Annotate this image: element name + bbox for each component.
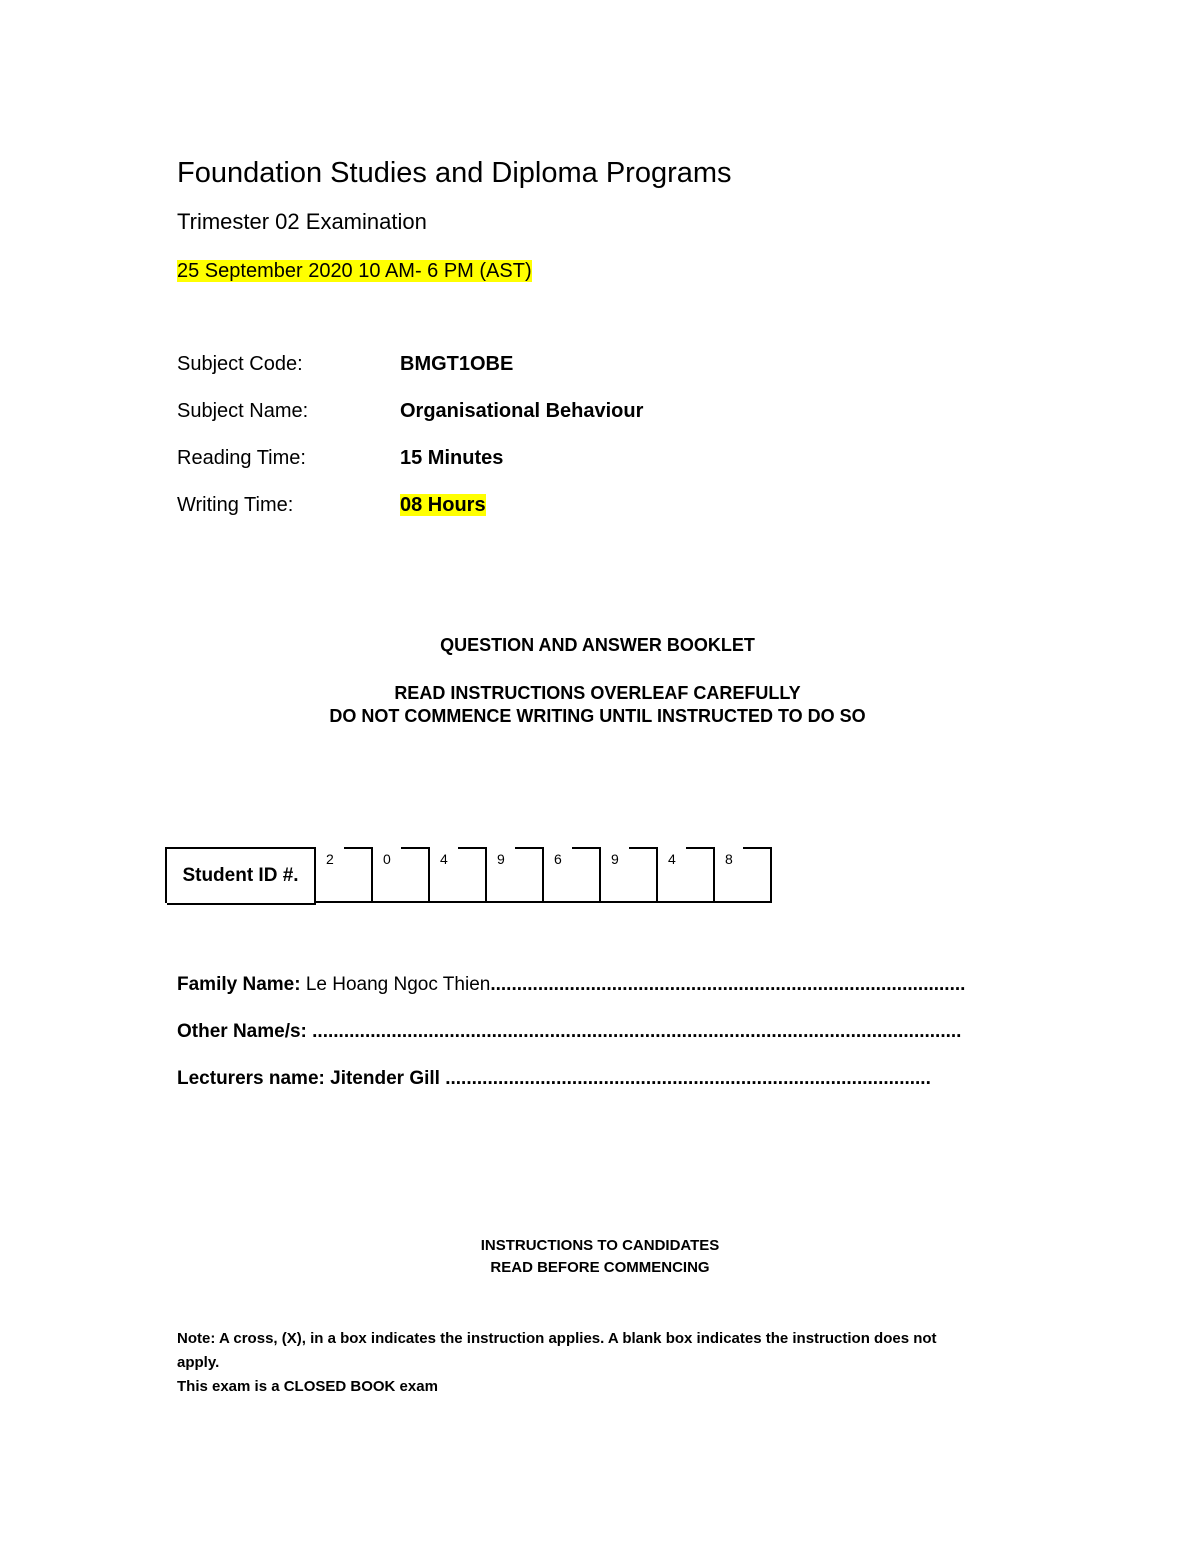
writing-time-text: 08 Hours <box>400 494 486 516</box>
student-id-label: Student ID #. <box>167 847 316 905</box>
other-names-line[interactable] <box>177 1019 1077 1045</box>
exam-subtitle: Trimester 02 Examination <box>177 209 427 234</box>
student-id-digit-box[interactable] <box>658 847 715 903</box>
student-id-table <box>165 847 772 903</box>
lecturer-name-value: Jitender Gill <box>330 1068 440 1089</box>
student-id-digit: 8 <box>725 851 733 867</box>
writing-time-label: Writing Time: <box>177 494 294 516</box>
exam-date-text: 25 September 2020 10 AM- 6 PM (AST) <box>177 260 532 282</box>
student-id-digit: 2 <box>326 851 334 867</box>
exam-date <box>177 258 532 284</box>
student-id-digit-box[interactable] <box>715 847 772 903</box>
do-not-commence-line: DO NOT COMMENCE WRITING UNTIL INSTRUCTED TO DO SO <box>329 706 866 726</box>
student-id-digit-box[interactable] <box>544 847 601 903</box>
lecturer-name-line[interactable] <box>177 1066 1077 1092</box>
instructions-heading: INSTRUCTIONS TO CANDIDATES <box>480 1237 720 1254</box>
family-name-value: Le Hoang Ngoc Thien <box>305 974 491 995</box>
student-id-digit: 4 <box>668 851 676 867</box>
subject-name-value: Organisational Behaviour <box>400 400 644 422</box>
family-name-dots: .......................................................................................... <box>490 974 966 995</box>
student-id-digit: 4 <box>440 851 448 867</box>
student-id-digit: 9 <box>497 851 505 867</box>
family-name-line[interactable] <box>177 972 1077 998</box>
reading-time-value: 15 Minutes <box>400 447 504 469</box>
page-title: Foundation Studies and Diploma Programs <box>177 157 732 189</box>
subject-code-label: Subject Code: <box>177 353 303 375</box>
instruction-note: Note: A cross, (X), in a box indicates the instruction applies. A blank box indicates the instruction does not <box>177 1330 937 1347</box>
student-id-digit: 6 <box>554 851 562 867</box>
subject-code-value: BMGT1OBE <box>400 353 514 375</box>
family-name-label: Family Name: <box>177 974 301 995</box>
student-id-digit: 0 <box>383 851 391 867</box>
student-id-digit-box[interactable] <box>487 847 544 903</box>
student-id-digit-box[interactable] <box>316 847 373 903</box>
student-id-digit: 9 <box>611 851 619 867</box>
subject-name-label: Subject Name: <box>177 400 309 422</box>
lecturer-name-dots: ............................................................................................ <box>445 1068 931 1089</box>
student-id-digit-box[interactable] <box>601 847 658 903</box>
reading-time-label: Reading Time: <box>177 447 306 469</box>
writing-time-value <box>400 492 486 518</box>
other-names-dots: ........................................................................................................................... <box>312 1021 962 1042</box>
closed-book-note: This exam is a CLOSED BOOK exam <box>177 1378 438 1395</box>
lecturer-name-label: Lecturers name: <box>177 1068 325 1089</box>
booklet-heading: QUESTION AND ANSWER BOOKLET <box>440 635 755 655</box>
other-names-label: Other Name/s: <box>177 1021 307 1042</box>
read-before-heading: READ BEFORE COMMENCING <box>490 1259 710 1276</box>
instruction-note-continued: apply. <box>177 1354 220 1371</box>
read-instructions-line: READ INSTRUCTIONS OVERLEAF CAREFULLY <box>394 683 801 703</box>
student-id-digit-box[interactable] <box>373 847 430 903</box>
student-id-digit-box[interactable] <box>430 847 487 903</box>
